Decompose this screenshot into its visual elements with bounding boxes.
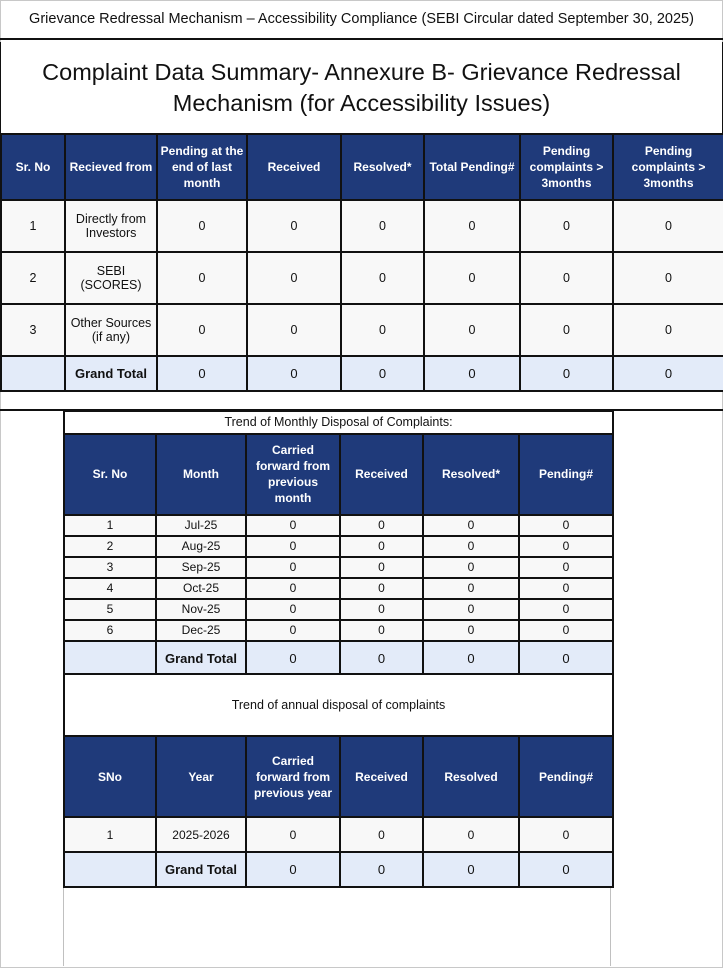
table-cell: 0 xyxy=(423,557,519,578)
table-cell: 0 xyxy=(246,641,340,676)
table-cell: 0 xyxy=(340,578,423,599)
col-header-resolved: Resolved* xyxy=(341,134,424,200)
table-cell: 0 xyxy=(341,200,424,252)
table-cell: Sep-25 xyxy=(156,557,246,578)
col-header-carried-forward: Carried forward from previous month xyxy=(246,434,340,515)
table-cell: 0 xyxy=(340,817,423,852)
table-cell: 0 xyxy=(157,252,247,304)
table-cell: 0 xyxy=(424,252,520,304)
col-header-received-from: Recieved from xyxy=(65,134,157,200)
table-cell: 0 xyxy=(424,356,520,391)
table-cell: Dec-25 xyxy=(156,620,246,641)
table-cell: Nov-25 xyxy=(156,599,246,620)
table-cell: 0 xyxy=(340,599,423,620)
table-header-row xyxy=(64,736,613,817)
table-cell: 0 xyxy=(157,304,247,356)
table-cell: 0 xyxy=(520,304,613,356)
table-cell: 2025-2026 xyxy=(156,817,246,852)
complaint-summary-table xyxy=(0,133,723,392)
table-cell: 0 xyxy=(341,252,424,304)
table-cell: 0 xyxy=(340,557,423,578)
table-cell: 0 xyxy=(520,356,613,391)
table-cell: 0 xyxy=(423,852,519,887)
col-header-month: Month xyxy=(156,434,246,515)
table-cell: 1 xyxy=(64,515,156,536)
table-cell: 0 xyxy=(519,641,613,676)
table-cell: 0 xyxy=(340,515,423,536)
table-cell: 3 xyxy=(64,557,156,578)
annual-disposal-table xyxy=(63,673,614,888)
table-cell: 1 xyxy=(1,200,65,252)
table-row xyxy=(64,599,613,620)
col-header-sno: SNo xyxy=(64,736,156,817)
table-cell: 0 xyxy=(246,599,340,620)
table-cell: 1 xyxy=(64,817,156,852)
col-header-resolved: Resolved xyxy=(423,736,519,817)
table-cell: 0 xyxy=(246,557,340,578)
table-cell: 3 xyxy=(1,304,65,356)
table-cell: 0 xyxy=(340,620,423,641)
monthly-disposal-table xyxy=(63,411,614,677)
table-cell: 0 xyxy=(424,200,520,252)
table-cell: 0 xyxy=(519,817,613,852)
table-cell: 5 xyxy=(64,599,156,620)
table-cell: 0 xyxy=(613,252,723,304)
table-cell: 0 xyxy=(246,852,340,887)
table-cell: 0 xyxy=(247,200,341,252)
table-cell: Jul-25 xyxy=(156,515,246,536)
table-cell: SEBI (SCORES) xyxy=(65,252,157,304)
col-header-received: Received xyxy=(340,736,423,817)
table-cell: 0 xyxy=(247,356,341,391)
table-cell: Oct-25 xyxy=(156,578,246,599)
col-header-year: Year xyxy=(156,736,246,817)
table-cell: 0 xyxy=(423,515,519,536)
table-cell: 4 xyxy=(64,578,156,599)
table-cell: 2 xyxy=(64,536,156,557)
table-cell: 0 xyxy=(519,536,613,557)
table-cell: 0 xyxy=(424,304,520,356)
col-header-pending-3months: Pending complaints > 3months xyxy=(520,134,613,200)
table-cell xyxy=(64,641,156,676)
table-cell: 0 xyxy=(520,200,613,252)
table-cell xyxy=(1,356,65,391)
table-cell: Aug-25 xyxy=(156,536,246,557)
grand-total-label: Grand Total xyxy=(65,356,157,391)
table-cell xyxy=(64,852,156,887)
table-row xyxy=(64,536,613,557)
gridline xyxy=(63,886,64,966)
table-cell: 2 xyxy=(1,252,65,304)
table-cell: 0 xyxy=(246,817,340,852)
table-cell: Directly from Investors xyxy=(65,200,157,252)
table-header-row xyxy=(1,134,723,200)
table-row xyxy=(64,578,613,599)
table-cell: 0 xyxy=(519,557,613,578)
table-cell: 0 xyxy=(157,356,247,391)
table-cell: 0 xyxy=(246,515,340,536)
table-cell: 0 xyxy=(423,578,519,599)
table-cell: 0 xyxy=(246,620,340,641)
table-cell: 0 xyxy=(340,852,423,887)
table-cell: 0 xyxy=(423,817,519,852)
table-cell: 0 xyxy=(246,578,340,599)
table-row xyxy=(1,200,723,252)
table-cell: 0 xyxy=(340,641,423,676)
table-cell: 0 xyxy=(246,536,340,557)
table-cell: 0 xyxy=(340,536,423,557)
table-cell: 0 xyxy=(341,356,424,391)
table-cell: 0 xyxy=(613,200,723,252)
table-header-row xyxy=(64,434,613,515)
col-header-pending: Pending# xyxy=(519,434,613,515)
table-cell: 0 xyxy=(519,515,613,536)
table-cell: 0 xyxy=(613,356,723,391)
table-cell: 0 xyxy=(423,599,519,620)
table-cell: 0 xyxy=(519,852,613,887)
table-cell: 0 xyxy=(247,252,341,304)
table-cell: 0 xyxy=(613,304,723,356)
annual-trend-caption: Trend of annual disposal of complaints xyxy=(64,674,613,736)
table-row xyxy=(64,515,613,536)
table-cell: 0 xyxy=(341,304,424,356)
page-title: Complaint Data Summary- Annexure B- Grievance Redressal Mechanism (for Accessibility Issues) xyxy=(0,42,723,134)
col-header-resolved: Resolved* xyxy=(423,434,519,515)
col-header-sr-no: Sr. No xyxy=(64,434,156,515)
grand-total-row xyxy=(64,641,613,676)
table-cell: 0 xyxy=(157,200,247,252)
table-cell: 0 xyxy=(520,252,613,304)
grand-total-label: Grand Total xyxy=(156,852,246,887)
col-header-carried-forward: Carried forward from previous year xyxy=(246,736,340,817)
table-cell: Other Sources (if any) xyxy=(65,304,157,356)
table-row xyxy=(64,620,613,641)
table-row xyxy=(64,557,613,578)
table-cell: 0 xyxy=(519,578,613,599)
grand-total-row xyxy=(64,852,613,887)
circular-title: Grievance Redressal Mechanism – Accessibility Compliance (SEBI Circular dated September 30, 2025) xyxy=(0,0,723,40)
table-cell: 0 xyxy=(423,620,519,641)
monthly-trend-caption: Trend of Monthly Disposal of Complaints: xyxy=(64,412,613,434)
table-cell: 0 xyxy=(423,536,519,557)
table-cell: 0 xyxy=(247,304,341,356)
table-cell: 0 xyxy=(519,620,613,641)
table-row xyxy=(1,304,723,356)
table-cell: 0 xyxy=(519,599,613,620)
col-header-received: Received xyxy=(247,134,341,200)
table-row xyxy=(1,252,723,304)
grand-total-row xyxy=(1,356,723,391)
col-header-received: Received xyxy=(340,434,423,515)
col-header-sr-no: Sr. No xyxy=(1,134,65,200)
grand-total-label: Grand Total xyxy=(156,641,246,676)
col-header-pending-last-month: Pending at the end of last month xyxy=(157,134,247,200)
table-row xyxy=(64,817,613,852)
col-header-pending: Pending# xyxy=(519,736,613,817)
col-header-total-pending: Total Pending# xyxy=(424,134,520,200)
col-header-pending-3months-2: Pending complaints > 3months xyxy=(613,134,723,200)
table-cell: 6 xyxy=(64,620,156,641)
table-cell: 0 xyxy=(423,641,519,676)
